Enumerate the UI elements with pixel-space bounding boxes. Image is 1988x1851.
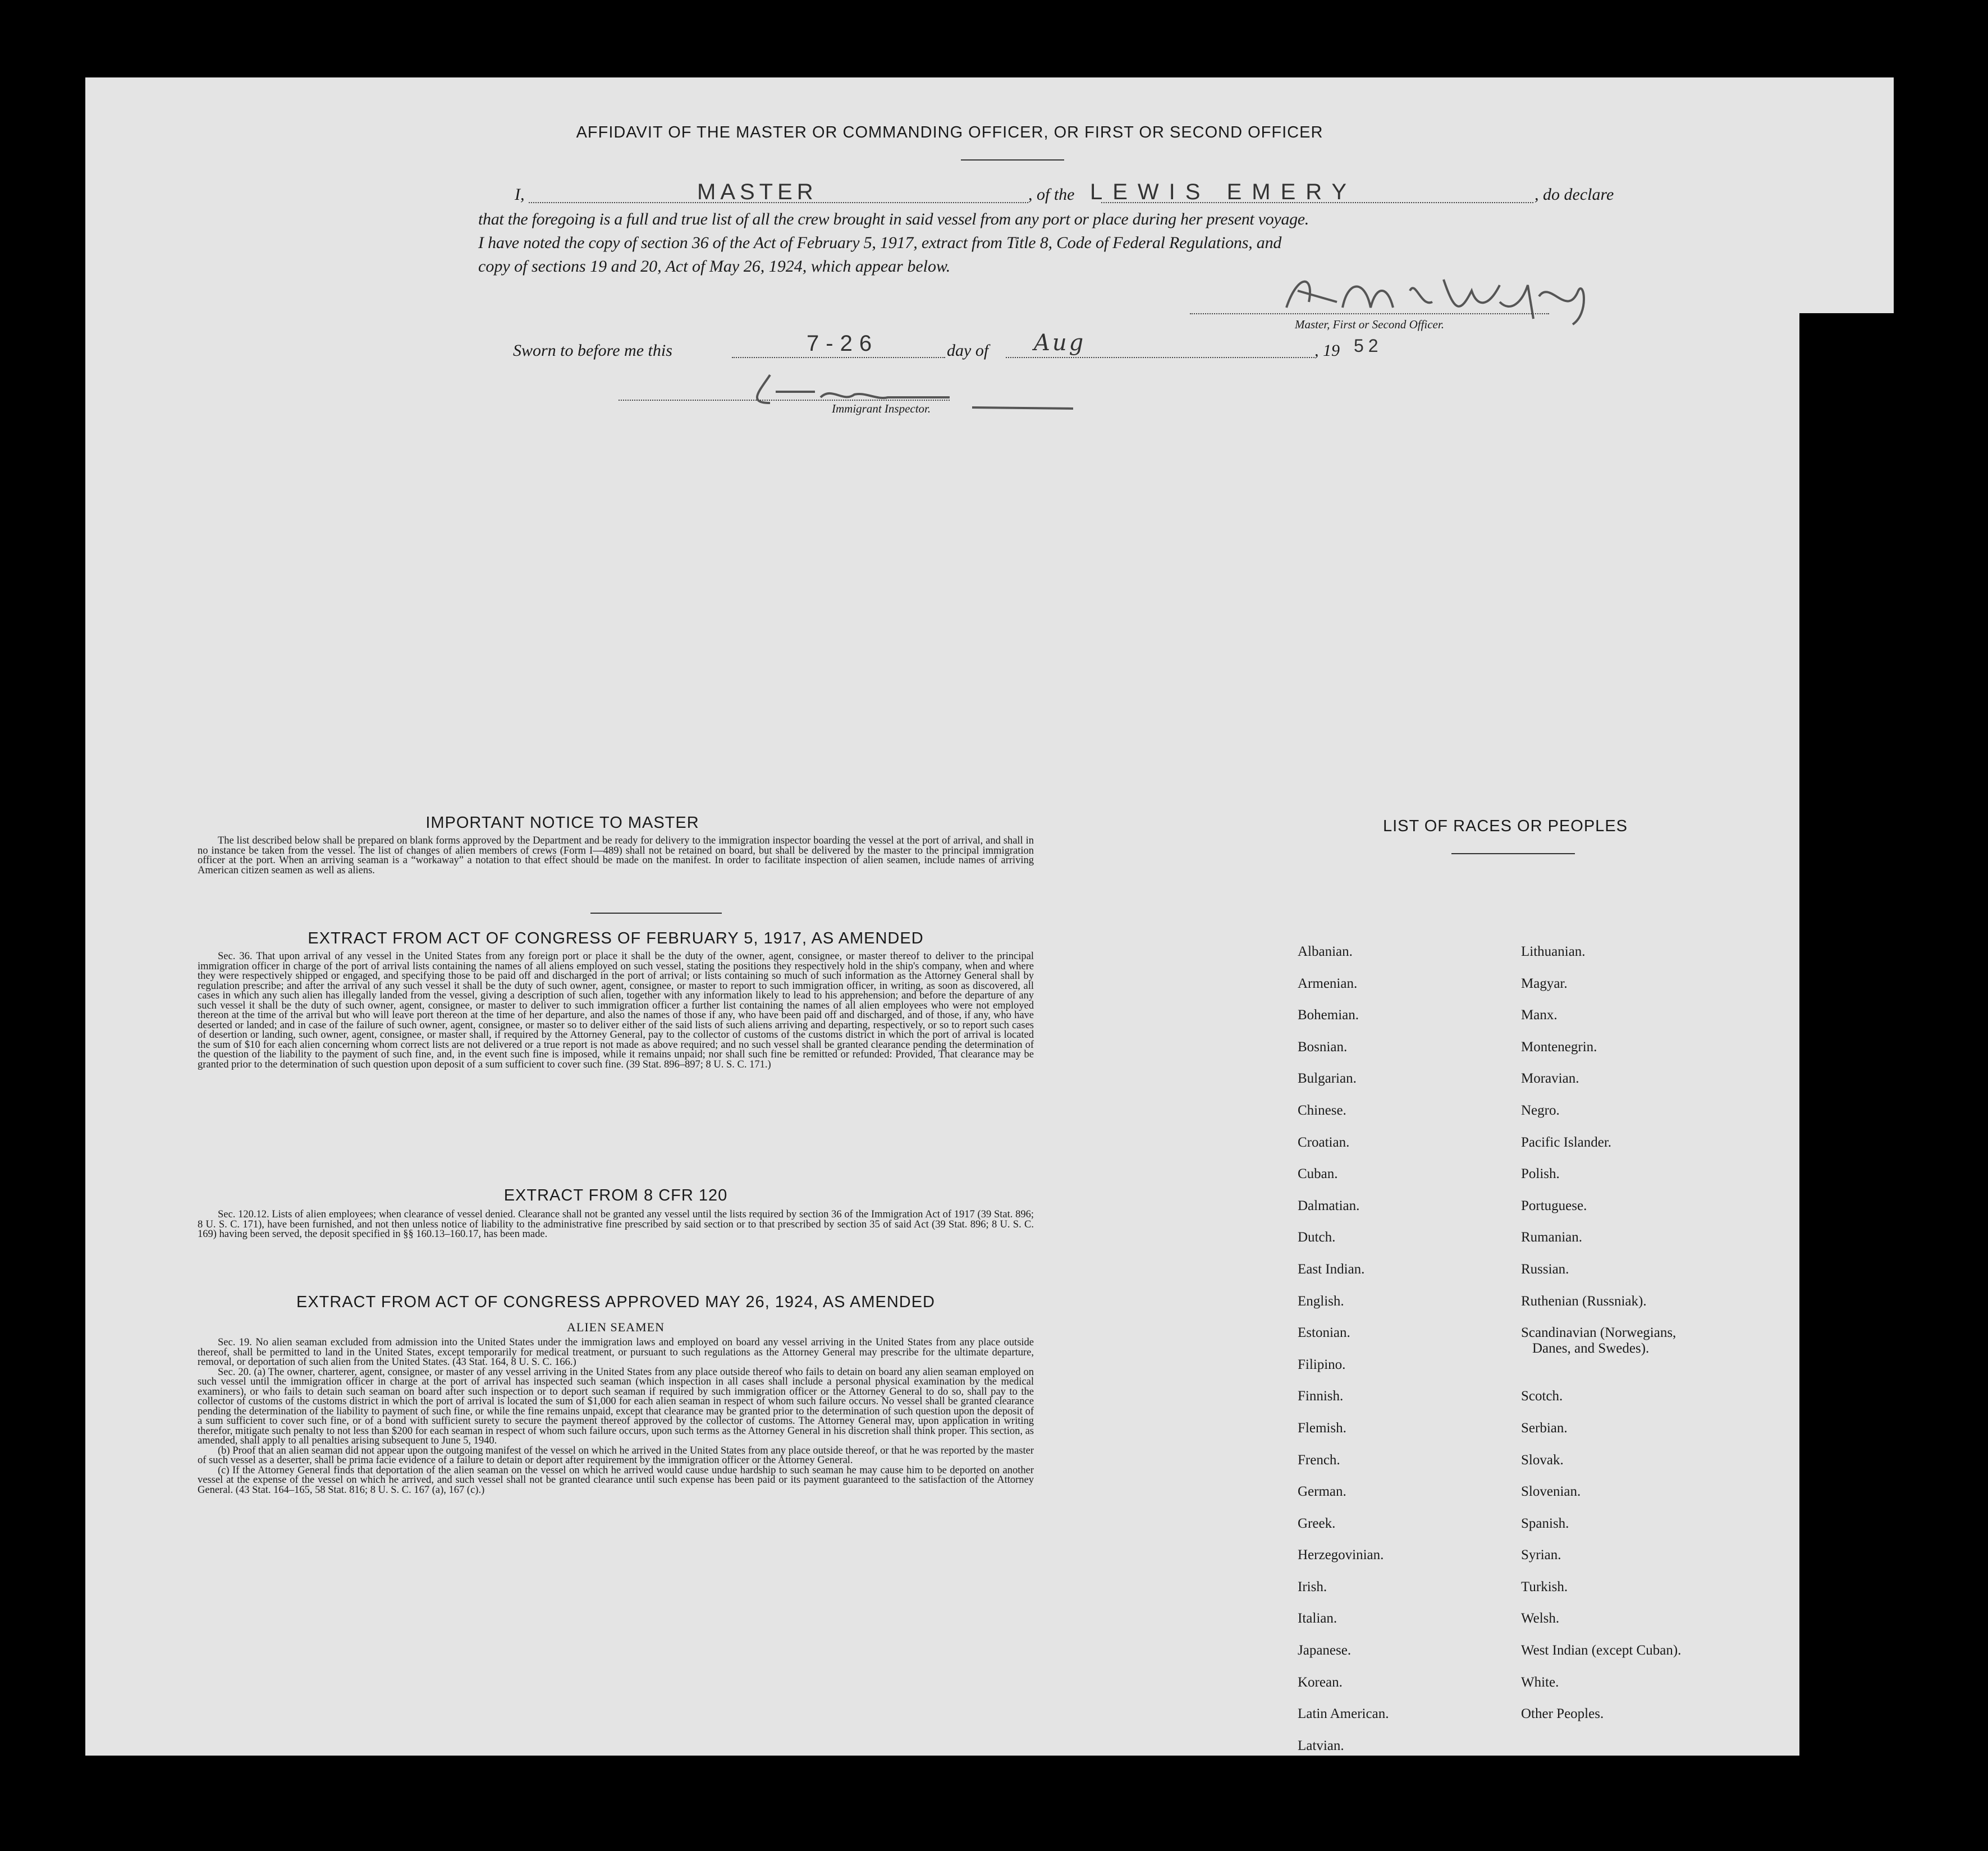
race-item: Bulgarian.: [1298, 1071, 1357, 1087]
race-item: Bosnian.: [1298, 1039, 1348, 1055]
race-item: Spanish.: [1521, 1515, 1569, 1531]
race-item: Finnish.: [1298, 1389, 1344, 1404]
extract-1924-body: [198, 1338, 1034, 1495]
sworn-day-handwritten: 7-26: [807, 331, 879, 356]
races-title: LIST OF RACES OR PEOPLES: [1382, 817, 1628, 835]
sec-20a-paragraph: Sec. 20. (a) The owner, charterer, agent, consignee, or master of any vessel arriving in the United States from any place outside thereof who fails to detain on board any alien seaman employed on such vessel until the immigration officer in charge at the port of arrival has inspected such seaman (which inspection in all cases shall include a personal physical examination by the medical examiners), or who fails to detain such seaman on board after such inspection or to deport such seaman if required by such immigration officer or the Attorney General to do so, shall pay to the collector of customs of the customs district in which the port of arrival is located the sum of $1,000 for each alien seaman in respect of whom such failure occurs. No vessel shall be granted clearance pending the determination of the liability to payment of such fine, or while the fine remains unpaid, except that clearance may be granted prior to the determination of such question upon the deposit of a sum sufficient to cover such fine, or of a bond with sufficient surety to secure the payment thereof approved by the collector of customs. The Attorney General may, upon application in writing therefor, mitigate such penalty to not less than $200 for each seaman in respect of whom such failure occurs, upon such terms as the Attorney General in his discretion shall think proper. This section, as amended, shall apply to all penalties arising subsequent to June 5, 1940.: [198, 1366, 1034, 1446]
race-item: Negro.: [1521, 1102, 1560, 1118]
race-item: Albanian.: [1298, 944, 1353, 959]
race-item-line: Scandinavian (Norwegians,: [1521, 1325, 1676, 1341]
race-item: Slovak.: [1521, 1452, 1564, 1468]
race-item: Magyar.: [1521, 975, 1568, 991]
race-item-two-line: [1521, 1317, 1681, 1381]
races-column-1: [1298, 936, 1389, 1762]
position-handwritten: MASTER: [697, 180, 818, 204]
sec-20c-paragraph: (c) If the Attorney General finds that deportation of the alien seaman on the vessel on which he arrived would cause undue hardship to such seaman he may cause him to be deported on another vessel at the expense of the vessel on which he arrived, and such vessel shall not be granted clearance until such expense has been paid or its payment guaranteed to the satisfaction of the Attorney General. (43 Stat. 164–165, 58 Stat. 816; 8 U. S. C. 167 (a), 167 (c).): [198, 1464, 1034, 1496]
inspector-label: Immigrant Inspector.: [832, 402, 931, 415]
race-item: Bohemian.: [1298, 1007, 1359, 1023]
master-signature-label: Master, First or Second Officer.: [1295, 318, 1444, 331]
race-item: Dutch.: [1298, 1230, 1336, 1245]
race-item: Korean.: [1298, 1674, 1343, 1690]
punch-hole: [1895, 1543, 1923, 1571]
alien-seamen-subtitle: ALIEN SEAMEN: [567, 1320, 665, 1334]
race-item: White.: [1521, 1674, 1559, 1690]
race-item: Rumanian.: [1521, 1230, 1583, 1245]
affidavit-i-label: I,: [515, 185, 525, 204]
title-rule: [961, 159, 1064, 161]
vessel-handwritten: LEWIS EMERY: [1090, 180, 1357, 204]
race-item: Manx.: [1521, 1007, 1558, 1023]
punch-hole: [1894, 1179, 1922, 1207]
punch-hole: [1896, 653, 1924, 681]
year-prefix: , 19: [1314, 341, 1340, 360]
race-item: East Indian.: [1298, 1261, 1365, 1277]
race-item: Latin American.: [1298, 1706, 1389, 1722]
extract-1917-title: EXTRACT FROM ACT OF CONGRESS OF FEBRUARY 5, 1917, AS AMENDED: [308, 929, 924, 947]
race-item: Pacific Islander.: [1521, 1134, 1612, 1150]
affidavit-line-3: I have noted the copy of section 36 of the Act of February 5, 1917, extract from Title 8, Code of Federal Regulations, and: [478, 233, 1282, 252]
race-item: Dalmatian.: [1298, 1198, 1360, 1213]
affidavit-line-2: that the foregoing is a full and true list of all the crew brought in said vessel from any port or place during her present voyage.: [478, 210, 1309, 228]
race-item: Herzegovinian.: [1298, 1547, 1384, 1563]
punch-hole: [1893, 550, 1921, 578]
race-item: Moravian.: [1521, 1071, 1579, 1087]
race-item-line: Danes, and Swedes).: [1532, 1341, 1650, 1357]
race-item: Latvian.: [1298, 1738, 1344, 1753]
sworn-month-handwritten: Aug: [1034, 330, 1086, 356]
race-item: Filipino.: [1298, 1357, 1346, 1372]
race-item: French.: [1298, 1452, 1340, 1468]
affidavit-line-4: copy of sections 19 and 20, Act of May 26, 1924, which appear below.: [478, 257, 951, 276]
race-item: Welsh.: [1521, 1611, 1560, 1627]
race-item: Syrian.: [1521, 1547, 1561, 1563]
race-item: Turkish.: [1521, 1579, 1568, 1595]
race-item: Irish.: [1298, 1579, 1327, 1595]
punch-hole: [1894, 273, 1922, 301]
race-item: Serbian.: [1521, 1420, 1568, 1436]
document-page: [85, 77, 1894, 1756]
race-item: Chinese.: [1298, 1102, 1346, 1118]
sworn-label: Sworn to before me this: [513, 341, 672, 360]
notice-rule: [590, 913, 722, 914]
cfr-body: [198, 1210, 1034, 1240]
race-item: Flemish.: [1298, 1420, 1346, 1436]
race-item: Lithuanian.: [1521, 944, 1586, 959]
race-item: English.: [1298, 1293, 1344, 1309]
cfr-title: EXTRACT FROM 8 CFR 120: [503, 1186, 728, 1204]
sworn-month-field: [1006, 357, 1314, 358]
extract-1917-body: [198, 952, 1034, 1070]
races-column-2: [1521, 936, 1681, 1730]
day-of-label: day of: [947, 341, 989, 360]
punch-hole: [1895, 1644, 1923, 1673]
year-handwritten: 52: [1354, 336, 1383, 356]
race-item: Slovenian.: [1521, 1484, 1581, 1500]
do-declare-label: , do declare: [1534, 185, 1614, 204]
extract-1917-text: Sec. 36. That upon arrival of any vessel in the United States from any foreign port or place it shall be the duty of the owner, agent, consignee, or master thereof to deliver to the principal immigration officer in charge of the port of arrival lists containing the names of all aliens employed on such vessel, stating the positions they respectively hold in the ship's company, when and where they were respectively shipped or engaged, and specifying those to be paid off and discharged in the port of arrival; or lists containing so much of such information as the Attorney General shall by regulation prescribe; and after the arrival of any such vessel it shall be the duty of such owner, agent, consignee, or master to report to such immigration officer, in writing, as soon as discovered, all cases in which any such alien has illegally landed from the vessel, giving a description of such alien, together with any information likely to lead to his apprehension; and before the departure of any such vessel it shall be the duty of such owner, agent, consignee, or master to deliver to such immigration officer a further list containing the names of all alien employees who were not employed thereon at the time of the arrival but who will leave port thereon at the time of her departure, and also the names of those if any, who have been paid off and discharged, and of those, if any, who have deserted or landed; and in case of the failure of such owner, agent, consignee, or master so to deliver either of the said lists of such aliens arriving and departing, respectively, or so to report such cases of desertion or landing, such owner, agent, consignee, or master shall, if required by the Attorney General, pay to the collector of customs of the customs district in which the port of arrival is located the sum of $10 for each alien concerning whom correct lists are not delivered or a true report is not made as above required; and no such vessel shall be granted clearance pending the determination of the question of the liability to the payment of such fine, and, in the event such fine is imposed, while it remains unpaid; nor shall such fine be remitted or refunded: Provided, That clearance may be granted prior to the determination of such question upon deposit of a sum sufficient to cover such fine. (39 Stat. 896–897; 8 U. S. C. 171.): [198, 951, 1034, 1070]
race-item: Croatian.: [1298, 1134, 1350, 1150]
race-item: German.: [1298, 1484, 1346, 1500]
race-item: Cuban.: [1298, 1166, 1338, 1182]
page-edge-shadow: [1799, 313, 1894, 1851]
race-item: Other Peoples.: [1521, 1706, 1604, 1722]
race-item: Ruthenian (Russniak).: [1521, 1293, 1647, 1309]
race-item: Russian.: [1521, 1261, 1569, 1277]
notice-text: The list described below shall be prepared on blank forms approved by the Department and be ready for delivery to the immigration inspector boarding the vessel at the port of arrival, and shall in no instance be taken from the vessel. The list of changes of alien members of crews (Form I—489) shall not be retained on board, but shall be delivered by the master to the principal immigration officer at the port. When an arriving seaman is a “workaway” a notation to that effect should be made on the manifest. In order to facilitate inspection of alien seamen, include names of arriving American citizen seamen as well as aliens.: [198, 835, 1034, 876]
sworn-day-field: [732, 357, 945, 358]
race-item: Italian.: [1298, 1611, 1337, 1627]
extract-1924-title: EXTRACT FROM ACT OF CONGRESS APPROVED MAY 26, 1924, AS AMENDED: [296, 1293, 935, 1311]
race-item: Scotch.: [1521, 1389, 1563, 1404]
race-item: Polish.: [1521, 1166, 1560, 1182]
race-item: Greek.: [1298, 1515, 1336, 1531]
race-item: Armenian.: [1298, 975, 1358, 991]
race-item: Montenegrin.: [1521, 1039, 1597, 1055]
race-item: Estonian.: [1298, 1325, 1350, 1341]
notice-title: IMPORTANT NOTICE TO MASTER: [425, 814, 699, 832]
race-item: Portuguese.: [1521, 1198, 1587, 1213]
race-item: Japanese.: [1298, 1643, 1352, 1658]
of-the-label: , of the: [1028, 185, 1075, 204]
notice-body: [198, 836, 1034, 876]
cfr-text: Sec. 120.12. Lists of alien employees; when clearance of vessel denied. Clearance shall not be granted any vessel until the lists required by section 36 of the Immigration Act of 1917 (39 Stat. 896; 8 U. S. C. 171), have been furnished, and not then unless notice of liability to the administrative fine prescribed by said section or to that prescribed by section 35 of said Act (39 Stat. 896; 8 U. S. C. 169) having been served, the deposit specified in §§ 160.13–160.17, has been made.: [198, 1209, 1034, 1240]
affidavit-title: AFFIDAVIT OF THE MASTER OR COMMANDING OFFICER, OR FIRST OR SECOND OFFICER: [576, 123, 1323, 141]
punch-hole: [1895, 1283, 1923, 1311]
races-rule: [1451, 853, 1575, 854]
race-item: West Indian (except Cuban).: [1521, 1643, 1682, 1658]
sec-20b-paragraph: (b) Proof that an alien seaman did not appear upon the outgoing manifest of the vessel on which he arrived in the United States from any place outside thereof, or that he was reported by the master of such vessel as a deserter, shall be prima facie evidence of a failure to detain or deport after requirement by the immigration officer or the Attorney General.: [198, 1445, 1034, 1466]
sec-19-paragraph: Sec. 19. No alien seaman excluded from admission into the United States under the immigration laws and employed on board any vessel arriving in the United States from any place outside thereof, shall be permitted to land in the United States, except temporarily for medical treatment, or pursuant to such regulations as the Attorney General may prescribe for the ultimate departure, removal, or deportation of such alien from the United States. (43 Stat. 164, 8 U. S. C. 166.): [198, 1337, 1034, 1368]
